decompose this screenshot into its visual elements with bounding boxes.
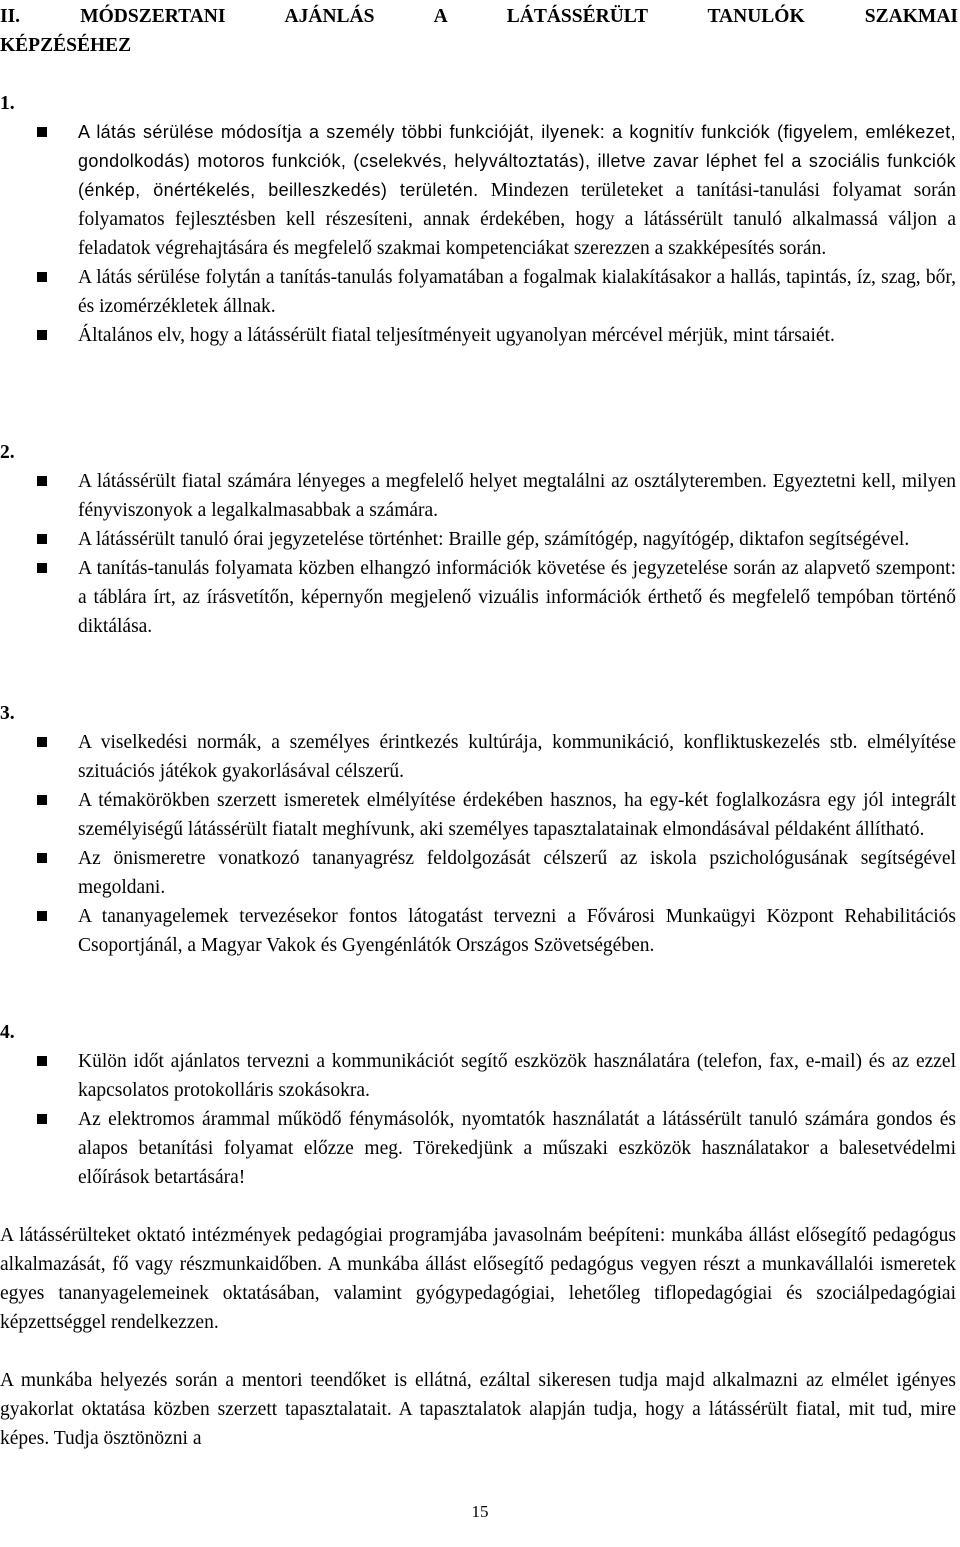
list-item	[0, 902, 960, 960]
square-bullet-icon	[37, 534, 47, 544]
list-item-text-sans: A látás sérülése módosítja a személy többi funkcióját, ilyenek: a kognitív funkciók (figyelem, emlékezet, gondolkodás) motoros funkciók, (cselekvés, helyváltoztatás), illetve zavar léphet fel a szociális funkciók (énkép, önértékelés, beilleszkedés) területén.	[78, 122, 956, 200]
list-item-text: A témakörökben szerzett ismeretek elmélyítése érdekében hasznos, ha egy-két foglalkozásra egy jól integrált személyiségű látássérült fiatalt meghívunk, aki személyes tapasztalatainak elmondásával példaként állítható.	[78, 790, 956, 840]
square-bullet-icon	[37, 1114, 47, 1124]
list-item-text: A látás sérülése folytán a tanítás-tanulás folyamatában a fogalmak kialakításakor a hallás, tapintás, íz, szag, bőr, és izomérzékletek állnak.	[78, 267, 956, 317]
list-item-text: Az elektromos árammal működő fénymásolók, nyomtatók használatát a látássérült tanuló számára gondos és alapos betanítási folyamat előzze meg. Törekedjünk a műszaki eszközök használatakor a balesetvédelmi előírások betartására!	[78, 1109, 956, 1188]
list-item	[0, 844, 960, 902]
square-bullet-icon	[37, 737, 47, 747]
list-item-text: Az önismeretre vonatkozó tananyagrész feldolgozását célszerű az iskola pszichológusának segítségével megoldani.	[78, 848, 956, 898]
list-item	[0, 728, 960, 786]
list-item	[0, 554, 960, 641]
square-bullet-icon	[37, 272, 47, 282]
list-item-text: Általános elv, hogy a látássérült fiatal teljesítményeit ugyanolyan mércével mérjük, mint társaiét.	[78, 325, 835, 346]
section-1-list	[0, 118, 960, 350]
document-heading	[0, 2, 958, 60]
section-number-3: 3.	[0, 703, 15, 724]
list-item	[0, 525, 960, 554]
list-item	[0, 1105, 960, 1192]
section-2-list	[0, 467, 960, 641]
page-number: 15	[471, 1502, 489, 1521]
section-number-4: 4.	[0, 1022, 15, 1043]
list-item-text: A látássérült tanuló órai jegyzetelése történhet: Braille gép, számítógép, nagyítógép, diktafon segítségével.	[78, 529, 910, 550]
list-item	[0, 467, 960, 525]
list-item	[0, 263, 960, 321]
square-bullet-icon	[37, 563, 47, 573]
section-4-list	[0, 1047, 960, 1192]
list-item	[0, 321, 960, 350]
section-number-2: 2.	[0, 442, 15, 463]
square-bullet-icon	[37, 1056, 47, 1066]
square-bullet-icon	[37, 911, 47, 921]
heading-line-1: II. MÓDSZERTANI AJÁNLÁS A LÁTÁSSÉRÜLT TANULÓK SZAKMAI	[0, 6, 958, 27]
square-bullet-icon	[37, 853, 47, 863]
section-3-list	[0, 728, 960, 960]
list-item	[0, 1047, 960, 1105]
list-item	[0, 786, 960, 844]
square-bullet-icon	[37, 330, 47, 340]
list-item-text: Külön időt ajánlatos tervezni a kommunikációt segítő eszközök használatára (telefon, fax, e-mail) és az ezzel kapcsolatos protokolláris szokásokra.	[78, 1051, 956, 1101]
list-item-text: A tananyagelemek tervezésekor fontos látogatást tervezni a Fővárosi Munkaügyi Központ Rehabilitációs Csoportjánál, a Magyar Vakok és Gyengénlátók Országos Szövetségében.	[78, 906, 956, 956]
section-number-1: 1.	[0, 93, 15, 114]
list-item-text: A viselkedési normák, a személyes érintkezés kultúrája, kommunikáció, konfliktuskezelés stb. elmélyítése szituációs játékok gyakorlásával célszerű.	[78, 732, 956, 782]
body-paragraph-1: A látássérülteket oktató intézmények pedagógiai programjába javasolnám beépíteni: munkába állást elősegítő pedagógus alkalmazását, fő vagy részmunkaidőben. A munkába állást elősegítő pedagógus vegyen részt a munkavállalói ismeretek egyes tananyagelemeinek oktatásában, valamint gyógypedagógiai, lehetőleg tiflopedagógiai és szociálpedagógiai képzettséggel rendelkezzen.	[0, 1225, 956, 1333]
square-bullet-icon	[37, 476, 47, 486]
list-item	[0, 118, 960, 263]
square-bullet-icon	[37, 127, 47, 137]
list-item-text: A tanítás-tanulás folyamata közben elhangzó információk követése és jegyzetelése során az alapvető szempont: a táblára írt, az írásvetítőn, képernyőn megjelenő vizuális információk érthető és megfelelő tempóban történő diktálása.	[78, 558, 956, 637]
body-paragraph-2: A munkába helyezés során a mentori teendőket is ellátná, ezáltal sikeresen tudja majd alkalmazni az elmélet igényes gyakorlat oktatása közben szerzett tapasztalatait. A tapasztalatok alapján tudja, hogy a látássérült fiatal, mit tud, mire képes. Tudja ösztönözni a	[0, 1370, 956, 1449]
list-item-text: Mindezen területeket a tanítási-tanulási folyamat során folyamatos fejlesztésben kell részesíteni, annak érdekében, hogy a látássérült tanuló alkalmassá váljon a feladatok végrehajtására és megfelelő szakmai kompetenciákat szerezzen a szakképesítés során.	[78, 180, 956, 259]
heading-line-2: KÉPZÉSÉHEZ	[0, 35, 132, 56]
list-item-text: A látássérült fiatal számára lényeges a megfelelő helyet megtalálni az osztályteremben. Egyeztetni kell, milyen fényviszonyok a legalkalmasabbak a számára.	[78, 471, 956, 521]
square-bullet-icon	[37, 795, 47, 805]
